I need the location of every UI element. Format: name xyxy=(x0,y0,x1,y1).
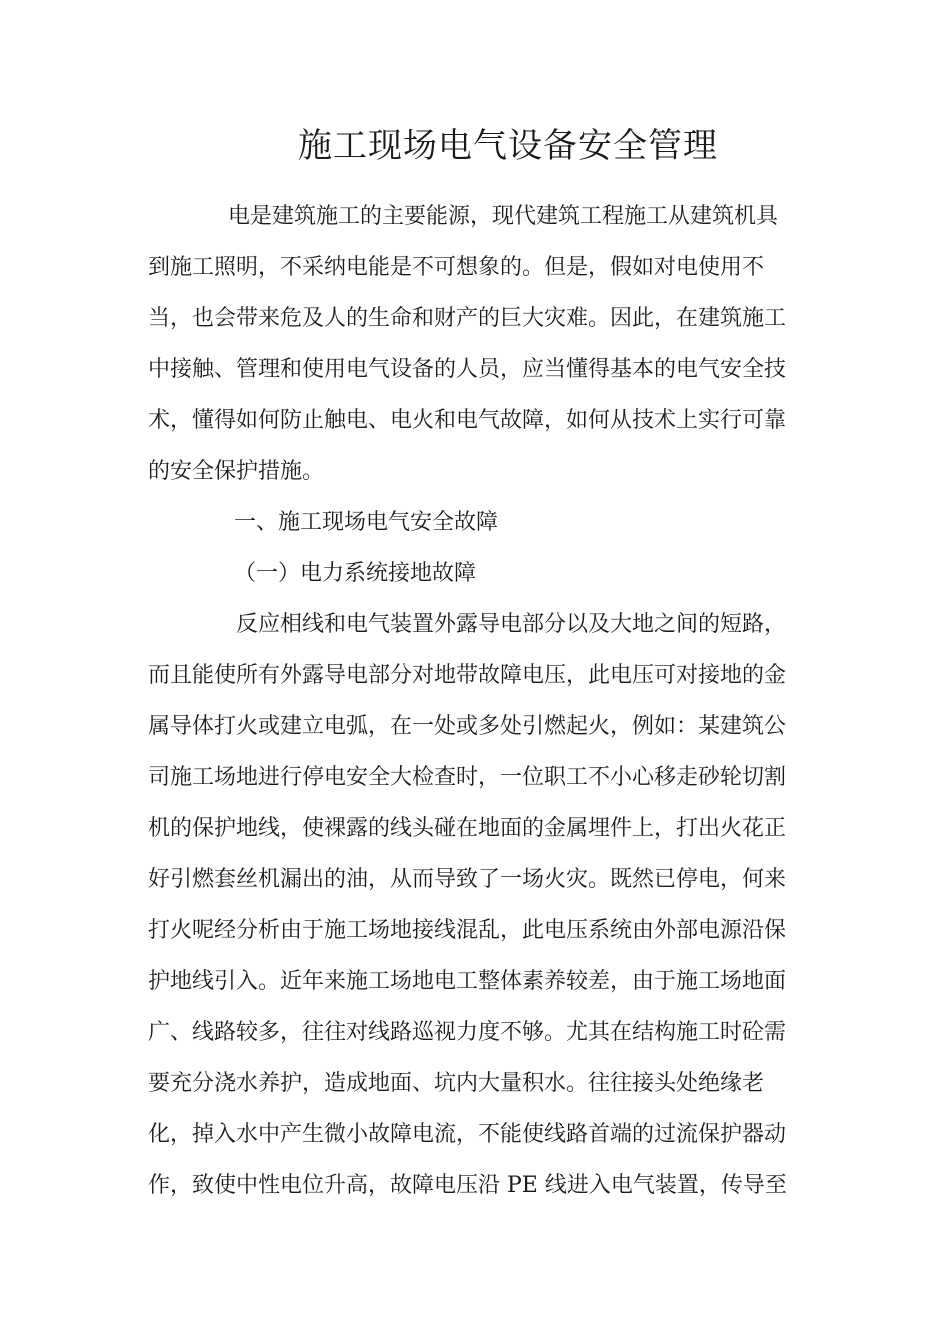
paragraph-line: 好引燃套丝机漏出的油，从而导致了一场火灾。既然已停电，何来 xyxy=(148,867,787,892)
paragraph-line: 的安全保护措施。 xyxy=(148,459,325,484)
paragraph-line: 反应相线和电气装置外露导电部分以及大地之间的短路， xyxy=(236,612,787,637)
paragraph-line: 电是建筑施工的主要能源，现代建筑工程施工从建筑机具 xyxy=(228,204,779,229)
paragraph-line: 打火呢经分析由于施工场地接线混乱，此电压系统由外部电源沿保 xyxy=(148,918,787,943)
section-heading: 一、施工现场电气安全故障 xyxy=(234,510,499,535)
paragraph-line: 属导体打火或建立电弧，在一处或多处引燃起火，例如：某建筑公 xyxy=(148,714,787,739)
paragraph-line: 中接触、管理和使用电气设备的人员，应当懂得基本的电气安全技 xyxy=(148,357,787,382)
paragraph-line: 化，掉入水中产生微小故障电流，不能使线路首端的过流保护器动 xyxy=(148,1122,787,1147)
paragraph-line: 要充分浇水养护，造成地面、坑内大量积水。往往接头处绝缘老 xyxy=(148,1071,765,1096)
paragraph-line: 广、线路较多，往往对线路巡视力度不够。尤其在结构施工时砼需 xyxy=(148,1020,787,1045)
paragraph-line: 作，致使中性电位升高，故障电压沿 PE 线进入电气装置，传导至 xyxy=(148,1173,787,1198)
paragraph-line: 护地线引入。近年来施工场地电工整体素养较差，由于施工场地面 xyxy=(148,969,787,994)
paragraph-line: 机的保护地线，使裸露的线头碰在地面的金属埋件上，打出火花正 xyxy=(148,816,787,841)
paragraph-line: 到施工照明，不采纳电能是不可想象的。但是，假如对电使用不 xyxy=(148,255,765,280)
paragraph-line: 术，懂得如何防止触电、电火和电气故障，如何从技术上实行可靠 xyxy=(148,408,787,433)
paragraph-line: 当，也会带来危及人的生命和财产的巨大灾难。因此，在建筑施工 xyxy=(148,306,787,331)
paragraph-line: 司施工场地进行停电安全大检查时，一位职工不小心移走砂轮切割 xyxy=(148,765,787,790)
document-title: 施工现场电气设备安全管理 xyxy=(298,126,718,166)
paragraph-line: 而且能使所有外露导电部分对地带故障电压，此电压可对接地的金 xyxy=(148,663,787,688)
subsection-heading: （一）电力系统接地故障 xyxy=(234,561,477,586)
